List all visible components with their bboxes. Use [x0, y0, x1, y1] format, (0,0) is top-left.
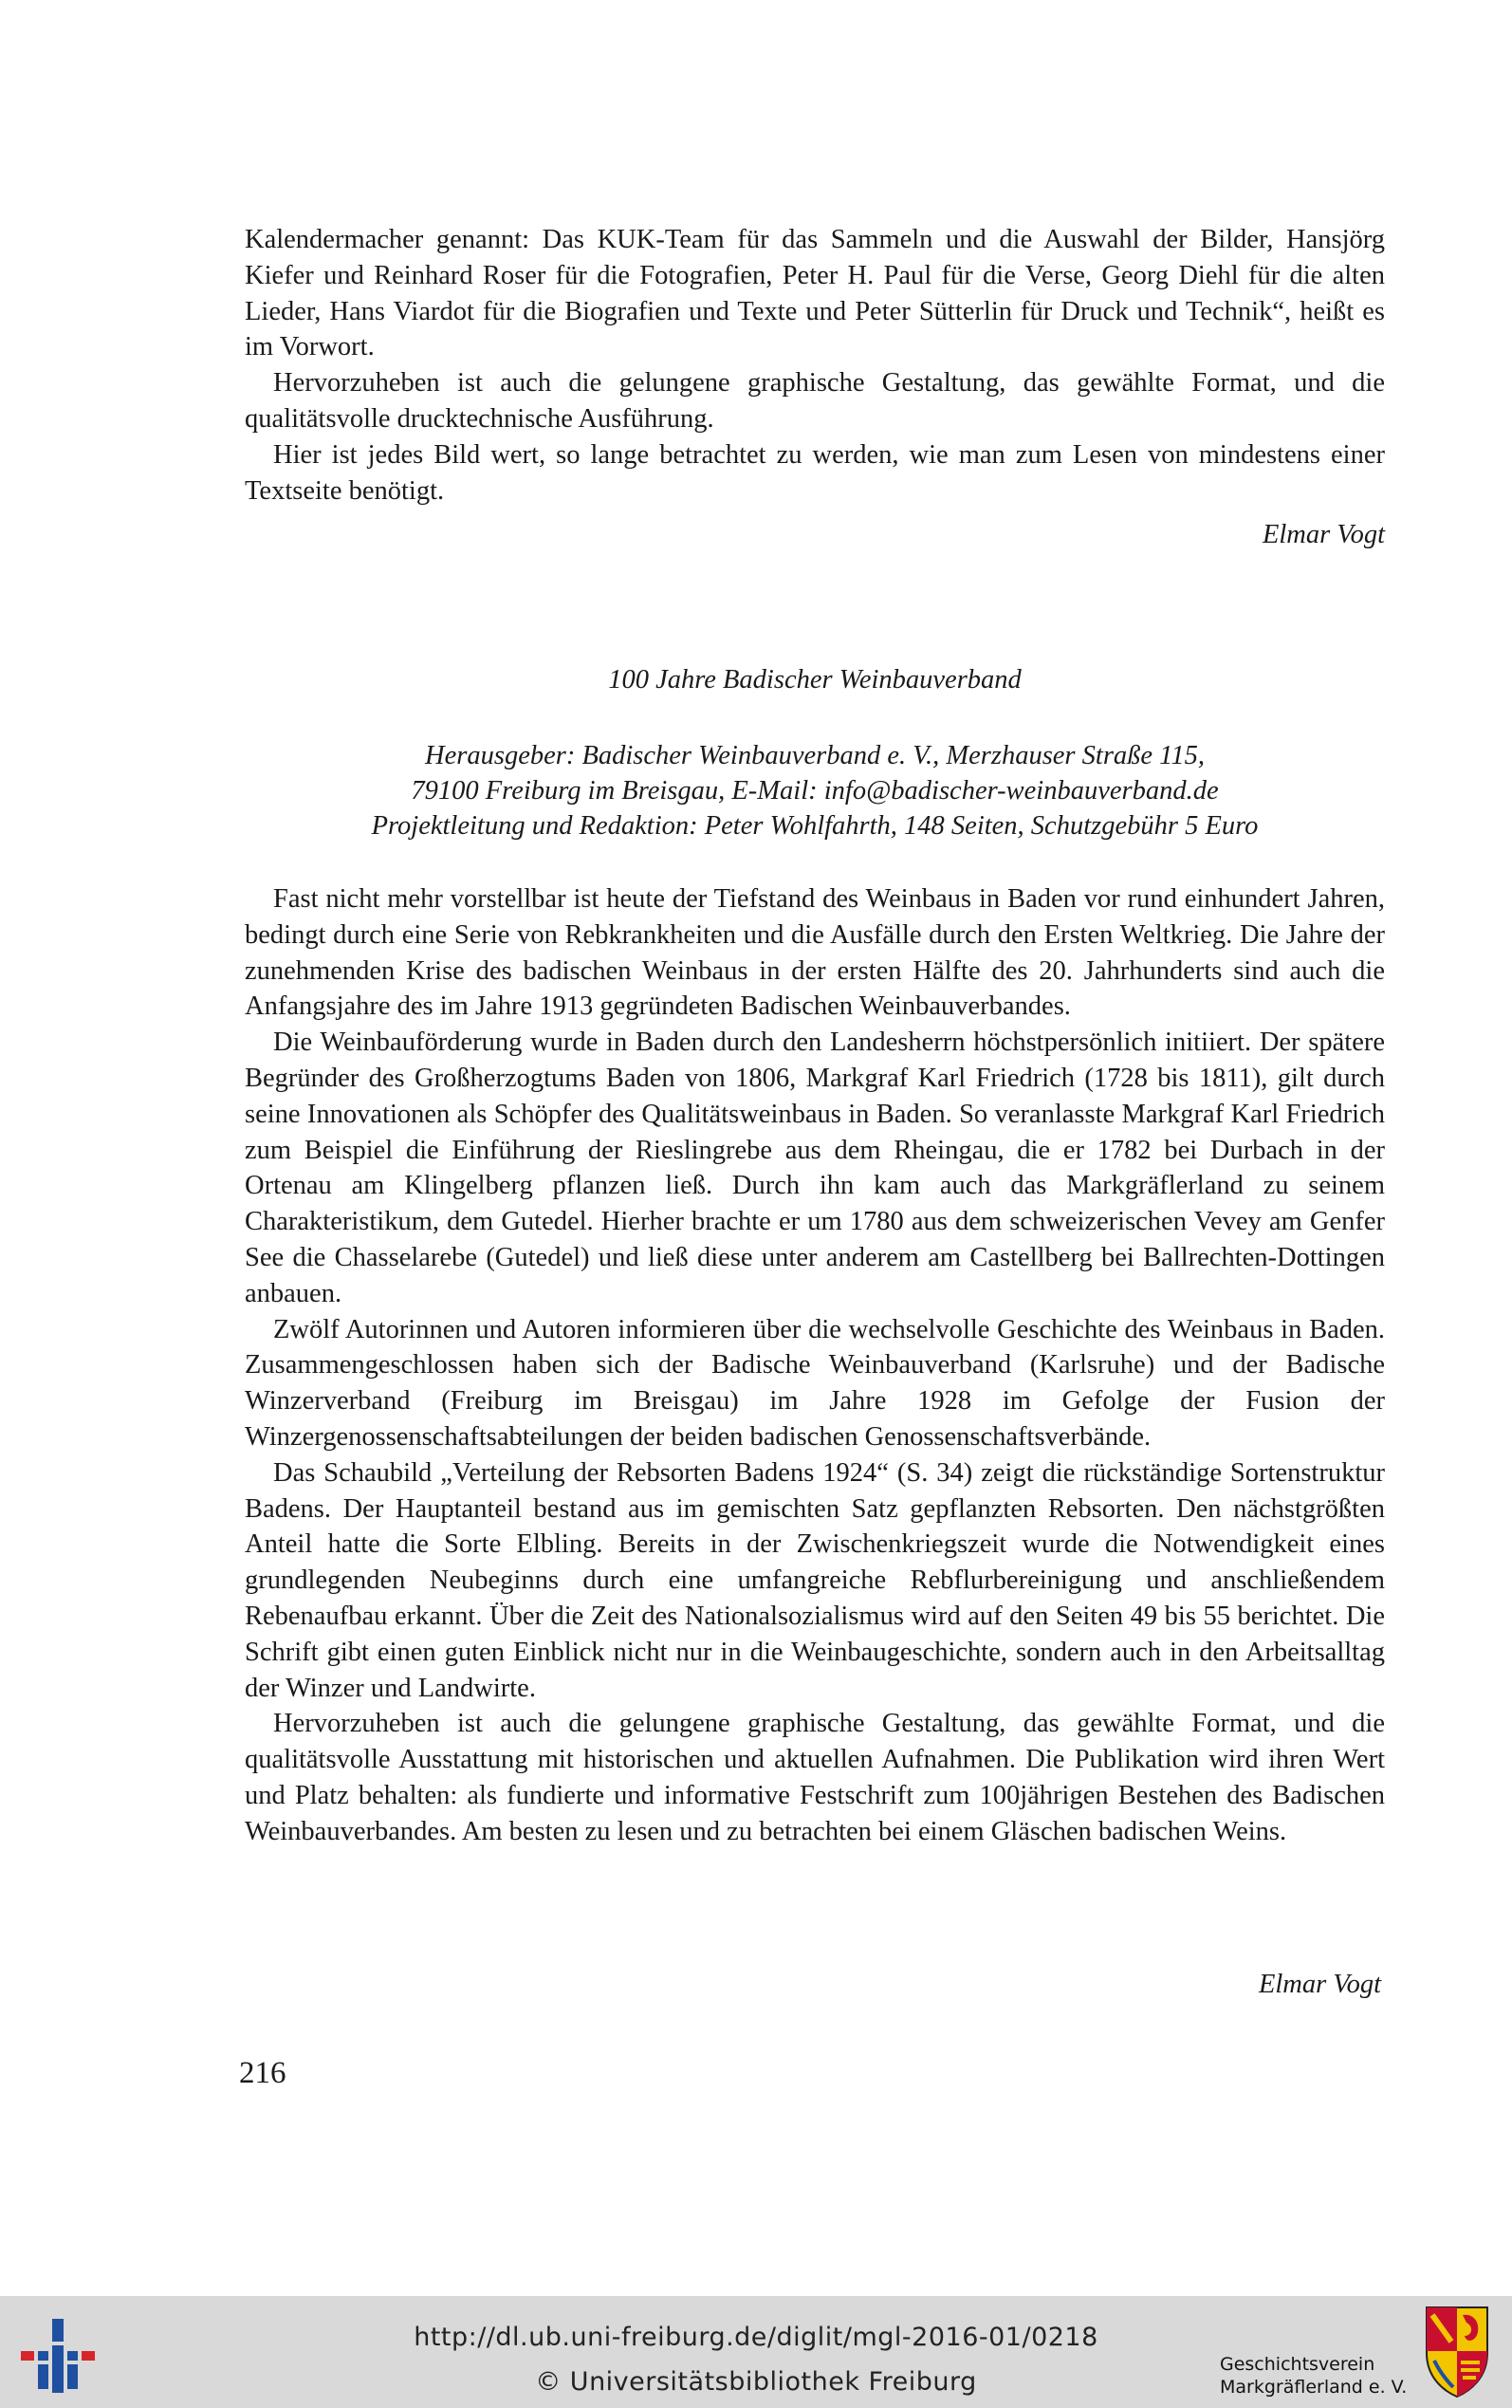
review2-paragraph: Hervorzuheben ist auch die gelungene graphische Gestaltung, das gewählte Format, und die qualitätsvolle Ausstattung mit historischen und aktuellen Aufnahmen. Die Publikation wird ihren Wert und Platz behalten: als fundierte und informative Festschrift zum 100jährigen Bestehen des Badischen Weinbauverbandes. Am besten zu lesen und zu betrachten bei einem Gläschen badischen Weins.	[245, 1709, 1385, 1846]
review2-paragraph: Fast nicht mehr vorstellbar ist heute der Tiefstand des Weinbaus in Baden vor rund einhundert Jahren, bedingt durch eine Serie von Rebkrankheiten und die Ausfälle durch den Ersten Weltkrieg. Die Jahre der zunehmenden Krise des badischen Weinbaus in der ersten Hälfte des 20. Jahrhunderts sind auch die Anfangsjahre des im Jahre 1913 gegründeten Badischen Weinbauverbandes.	[245, 884, 1385, 1022]
review2-title: 100 Jahre Badischer Weinbauverband	[608, 665, 1022, 695]
review2-paragraph: Das Schaubild „Verteilung der Rebsorten Badens 1924“ (S. 34) zeigt die rückständige Sortenstruktur Badens. Der Hauptanteil bestand aus im gemischten Satz gepflanzten Rebsorten. Den nächstgrößten Anteil hatte die Sorte Elbling. Bereits in der Zwischenkriegszeit wurde die Notwendigkeit eines grundlegenden Neubeginns durch eine umfangreiche Rebflurbereinigung und anschließendem Rebenaufbau erkannt. Über die Zeit des Nationalsozialismus wird auf den Seiten 49 bis 55 berichtet. Die Schrift gibt einen guten Einblick nicht nur in die Weinbaugeschichte, sondern auch in den Arbeitsalltag der Winzer und Landwirte.	[245, 1457, 1385, 1703]
review2-author: Elmar Vogt	[1258, 1970, 1381, 1999]
review1-paragraph: Kalendermacher genannt: Das KUK-Team für das Sammeln und die Auswahl der Bilder, Hansjörg Kiefer und Reinhard Roser für die Fotografien, Peter H. Paul für die Verse, Georg Diehl für die alten Lieder, Hans Viardot für die Biografien und Texte und Peter Sütterlin für Druck und Technik“, heißt es im Vorwort.	[245, 225, 1385, 362]
page-number: 216	[239, 2056, 286, 2090]
footer-url-link[interactable]: http://dl.ub.uni-freiburg.de/diglit/mgl-2016-01/0218	[414, 2323, 1098, 2352]
review2-paragraph: Zwölf Autorinnen und Autoren informieren über die wechselvolle Geschichte des Weinbaus in Baden. Zusammengeschlossen haben sich der Badische Weinbauverband (Karlsruhe) und der Badische Winzerverband (Freiburg im Breisgau) im Jahre 1928 im Gefolge der Fusion der Winzergenossenschaftsabteilungen der beiden badischen Genossenschaftsverbände.	[245, 1314, 1385, 1452]
review2-publisher-line: Projektleitung und Redaktion: Peter Wohlfahrth, 148 Seiten, Schutzgebühr 5 Euro	[371, 811, 1259, 841]
review1-author: Elmar Vogt	[1262, 520, 1385, 549]
review1-paragraph: Hervorzuheben ist auch die gelungene graphische Gestaltung, das gewählte Format, und die qualitätsvolle drucktechnische Ausführung.	[245, 368, 1385, 434]
review2-body	[245, 881, 1385, 1850]
review2-publisher-line: Herausgeber: Badischer Weinbauverband e. V., Merzhauser Straße 115,	[425, 741, 1205, 770]
review2-paragraph: Die Weinbauförderung wurde in Baden durch den Landesherrn höchstpersönlich initiiert. Der spätere Begründer des Großherzogtums Baden von 1806, Markgraf Karl Friedrich (1728 bis 1811), gilt durch seine Innovationen als Schöpfer des Qualitätsweinbaus in Baden. So veranlasste Markgraf Karl Friedrich zum Beispiel die Einführung der Rieslingrebe aus dem Rheingau, die er 1782 bei Durbach in der Ortenau am Klingelberg pflanzen ließ. Durch ihn kam auch das Markgräflerland zu seinem Charakteristikum, dem Gutedel. Hierher brachte er um 1780 aus dem schweizerischen Vevey am Genfer See die Chasselarebe (Gutedel) und ließ diese unter anderem am Castellberg bei Ballrechten-Dottingen anbauen.	[245, 1028, 1385, 1308]
review2-publisher-line: 79100 Freiburg im Breisgau, E-Mail: info@badischer-weinbauverband.de	[411, 776, 1219, 806]
review1-body	[245, 222, 1385, 509]
society-name-line2: Markgräflerland e. V.	[1220, 2377, 1408, 2398]
review1-paragraph: Hier ist jedes Bild wert, so lange betrachtet zu werden, wie man zum Lesen von mindestens einer Textseite benötigt.	[245, 439, 1385, 506]
footer-copyright: © Universitätsbibliothek Freiburg	[535, 2367, 977, 2397]
society-name-line1: Geschichtsverein	[1220, 2354, 1375, 2375]
coat-of-arms-icon	[1423, 2304, 1491, 2399]
society-name	[1220, 2353, 1407, 2399]
